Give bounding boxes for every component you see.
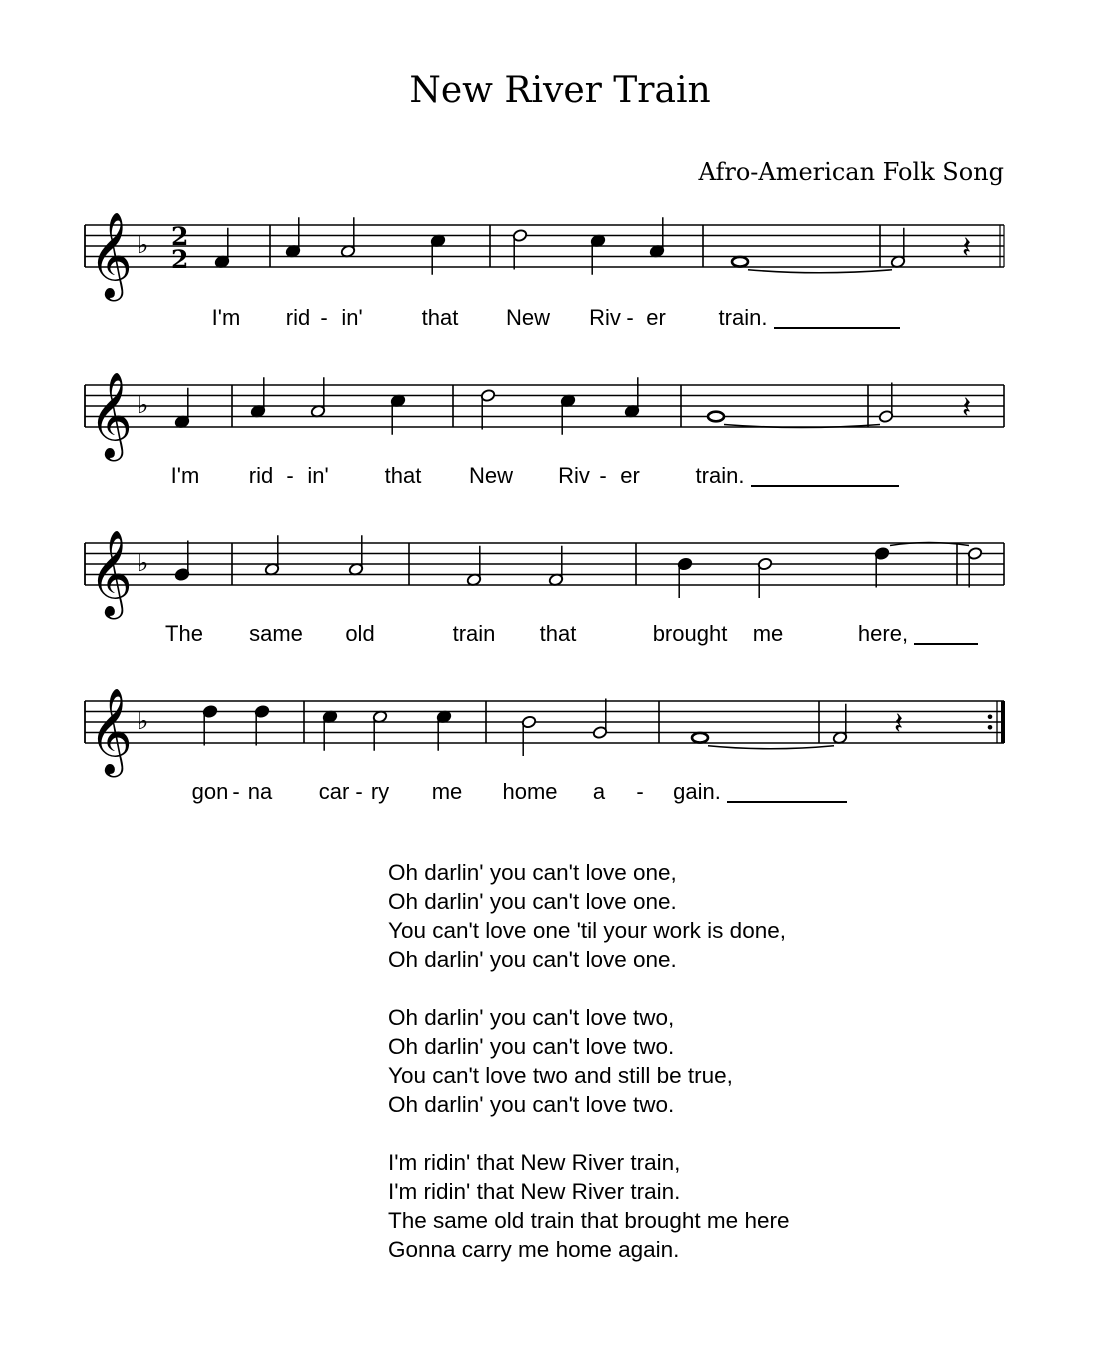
repeat-dot [988,714,993,719]
lyric-syllable: old [345,621,375,646]
lyric-extender [914,643,978,645]
lyric-syllable: here, [857,621,909,646]
treble-clef-icon: 𝄞 [89,530,133,616]
quarter-rest-icon: 𝄽 [962,390,972,426]
verse-line: Oh darlin' you can't love two, [388,1005,675,1030]
treble-clef-icon: 𝄞 [89,372,133,458]
lyric-syllable: car [318,779,350,804]
lyrics-line-1 [0,305,1108,335]
verse-line: Oh darlin' you can't love two. [388,1034,675,1059]
key-flat-icon: ♭ [137,391,149,419]
verse-3 [388,1148,789,1264]
repeat-dot [988,725,993,730]
lyrics-line-2 [0,463,1108,493]
treble-clef-icon: 𝄞 [89,688,133,774]
lyric-extender [751,485,899,487]
lyric-syllable: in' [307,463,329,488]
verse-line: Oh darlin' you can't love one. [388,947,677,972]
lyrics-line-4 [0,779,1108,809]
lyric-syllable: gain. [673,779,721,804]
lyric-syllable: rid [285,305,311,330]
lyric-syllable: er [646,305,666,330]
quarter-rest-icon: 𝄽 [962,230,972,266]
lyric-syllable: ry [370,779,390,804]
tie-curve [708,746,834,749]
verse-line: You can't love one 'til your work is done, [388,918,786,943]
note-head [692,733,708,743]
lyric-syllable: train [452,621,496,646]
lyric-hyphen: - [286,463,294,488]
verse-line: The same old train that brought me here [388,1208,790,1233]
lyric-syllable: that [384,463,422,488]
lyric-extender [727,801,847,803]
lyric-syllable: that [539,621,577,646]
verse-line: Oh darlin' you can't love one. [388,889,677,914]
song-title: New River Train [409,70,711,111]
lyric-syllable: Riv [589,305,621,330]
repeat-thick-barline [1001,701,1005,743]
key-flat-icon: ♭ [137,231,149,259]
lyric-syllable: gon [191,779,229,804]
lyric-syllable: Riv [558,463,590,488]
verse-line: Oh darlin' you can't love one, [388,860,677,885]
lyric-syllable: home [502,779,558,804]
lyric-hyphen: - [636,779,644,804]
lyric-syllable: me [431,779,463,804]
lyric-hyphen: - [599,463,607,488]
lyric-syllable: The [165,621,203,646]
verse-2 [388,1003,789,1119]
lyric-syllable: rid [248,463,274,488]
verse-1 [388,858,789,974]
staff-system-4 [0,676,1108,796]
lyric-syllable: New [468,463,514,488]
lyric-syllable: a [592,779,606,804]
treble-clef-icon: 𝄞 [89,212,133,298]
note-head [732,257,748,267]
key-flat-icon: ♭ [137,707,149,735]
verse-line: I'm ridin' that New River train, [388,1150,681,1175]
lyric-syllable: New [505,305,551,330]
time-signature-bottom: 2 [171,245,189,274]
composer-credit: Afro-American Folk Song [698,158,1004,186]
lyric-syllable: I'm [170,463,200,488]
lyric-hyphen: - [232,779,240,804]
lyric-hyphen: - [355,779,363,804]
verse-line: You can't love two and still be true, [388,1063,733,1088]
lyric-syllable: brought [652,621,728,646]
lyric-syllable: I'm [211,305,241,330]
staff-system-1 [0,200,1108,320]
lyric-syllable: in' [341,305,363,330]
lyric-hyphen: - [626,305,634,330]
quarter-rest-icon: 𝄽 [894,706,904,742]
lyric-syllable: er [620,463,640,488]
lyric-syllable: same [249,621,303,646]
lyric-syllable: na [247,779,273,804]
verse-line: Oh darlin' you can't love two. [388,1092,675,1117]
lyric-syllable: that [421,305,459,330]
verse-line: I'm ridin' that New River train. [388,1179,681,1204]
lyric-hyphen: - [320,305,328,330]
staff-system-2 [0,360,1108,480]
verse-line: Gonna carry me home again. [388,1237,680,1262]
lyric-syllable: me [752,621,784,646]
verses-block [388,858,789,1293]
lyric-extender [774,327,900,329]
tie-curve [748,270,892,273]
note-head [708,412,724,422]
lyrics-line-3 [0,621,1108,651]
lyric-syllable: train. [718,305,768,330]
lyric-syllable: train. [695,463,745,488]
time-signature-top: 2 [171,222,189,251]
key-flat-icon: ♭ [137,549,149,577]
staff-system-3 [0,518,1108,638]
